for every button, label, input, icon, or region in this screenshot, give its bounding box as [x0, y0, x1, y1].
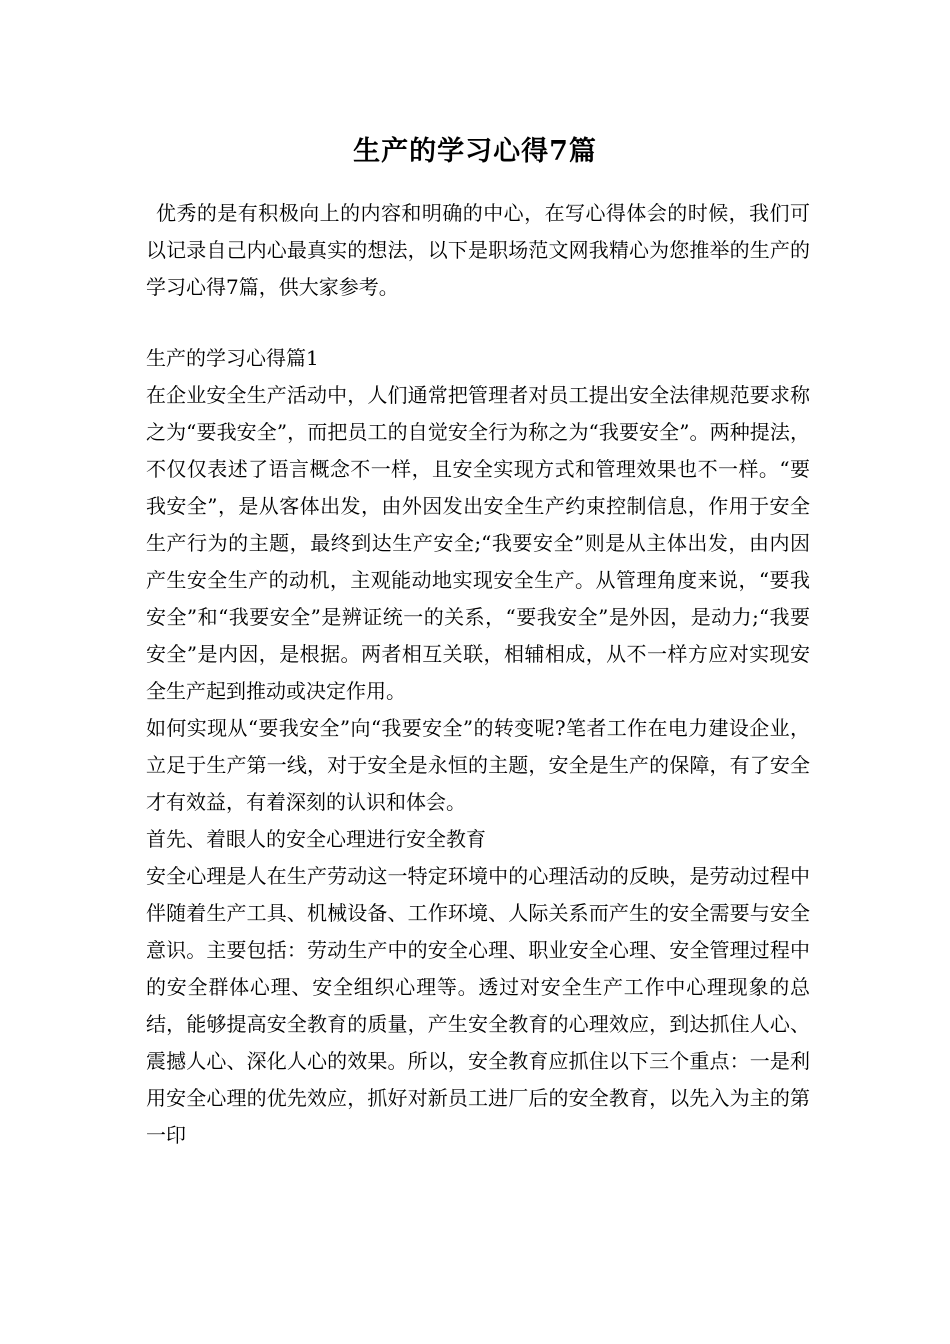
subheading: 首先、着眼人的安全心理进行安全教育 — [146, 827, 486, 851]
body-paragraph: 如何实现从“要我安全”向“我要安全”的转变呢?笔者工作在电力建设企业，立足于生产第一线，对于安全是永恒的主题，安全是生产的保障，有了安全才有效益，有着深刻的认识和体会。 — [146, 716, 810, 814]
intro-paragraph: 优秀的是有积极向上的内容和明确的中心，在写心得体会的时候，我们可以记录自己内心最真实的想法，以下是职场范文网我精心为您推举的生产的学习心得7篇，供大家参考。 — [146, 201, 810, 299]
body-paragraph: 在企业安全生产活动中，人们通常把管理者对员工提出安全法律规范要求称之为“要我安全”，而把员工的自觉安全行为称之为“我要安全”。两种提法，不仅仅表述了语言概念不一样，且安全实现方式和管理效果也不一样。“要我安全”，是从客体出发，由外因发出安全生产约束控制信息，作用于安全生产行为的主题，最终到达生产安全;“我要安全”则是从主体出发，由内因产生安全生产的动机，主观能动地实现安全生产。从管理角度来说，“要我安全”和“我要安全”是辨证统一的关系，“要我安全”是外因，是动力;“我要安全”是内因，是根据。两者相互关联，相辅相成，从不一样方应对实现安全生产起到推动或决定作用。 — [146, 383, 810, 703]
document-body — [146, 340, 810, 1154]
section-heading: 生产的学习心得篇1 — [146, 346, 319, 370]
document-title: 生产的学习心得7篇 — [353, 136, 597, 167]
body-paragraph: 安全心理是人在生产劳动这一特定环境中的心理活动的反映，是劳动过程中伴随着生产工具、机械设备、工作环境、人际关系而产生的安全需要与安全意识。主要包括：劳动生产中的安全心理、职业安全心理、安全管理过程中的安全群体心理、安全组织心理等。透过对安全生产工作中心理现象的总结，能够提高安全教育的质量，产生安全教育的心理效应，到达抓住人心、震撼人心、深化人心的效果。所以，安全教育应抓住以下三个重点：一是利用安全心理的优先效应，抓好对新员工进厂后的安全教育，以先入为主的第一印 — [146, 864, 810, 1147]
